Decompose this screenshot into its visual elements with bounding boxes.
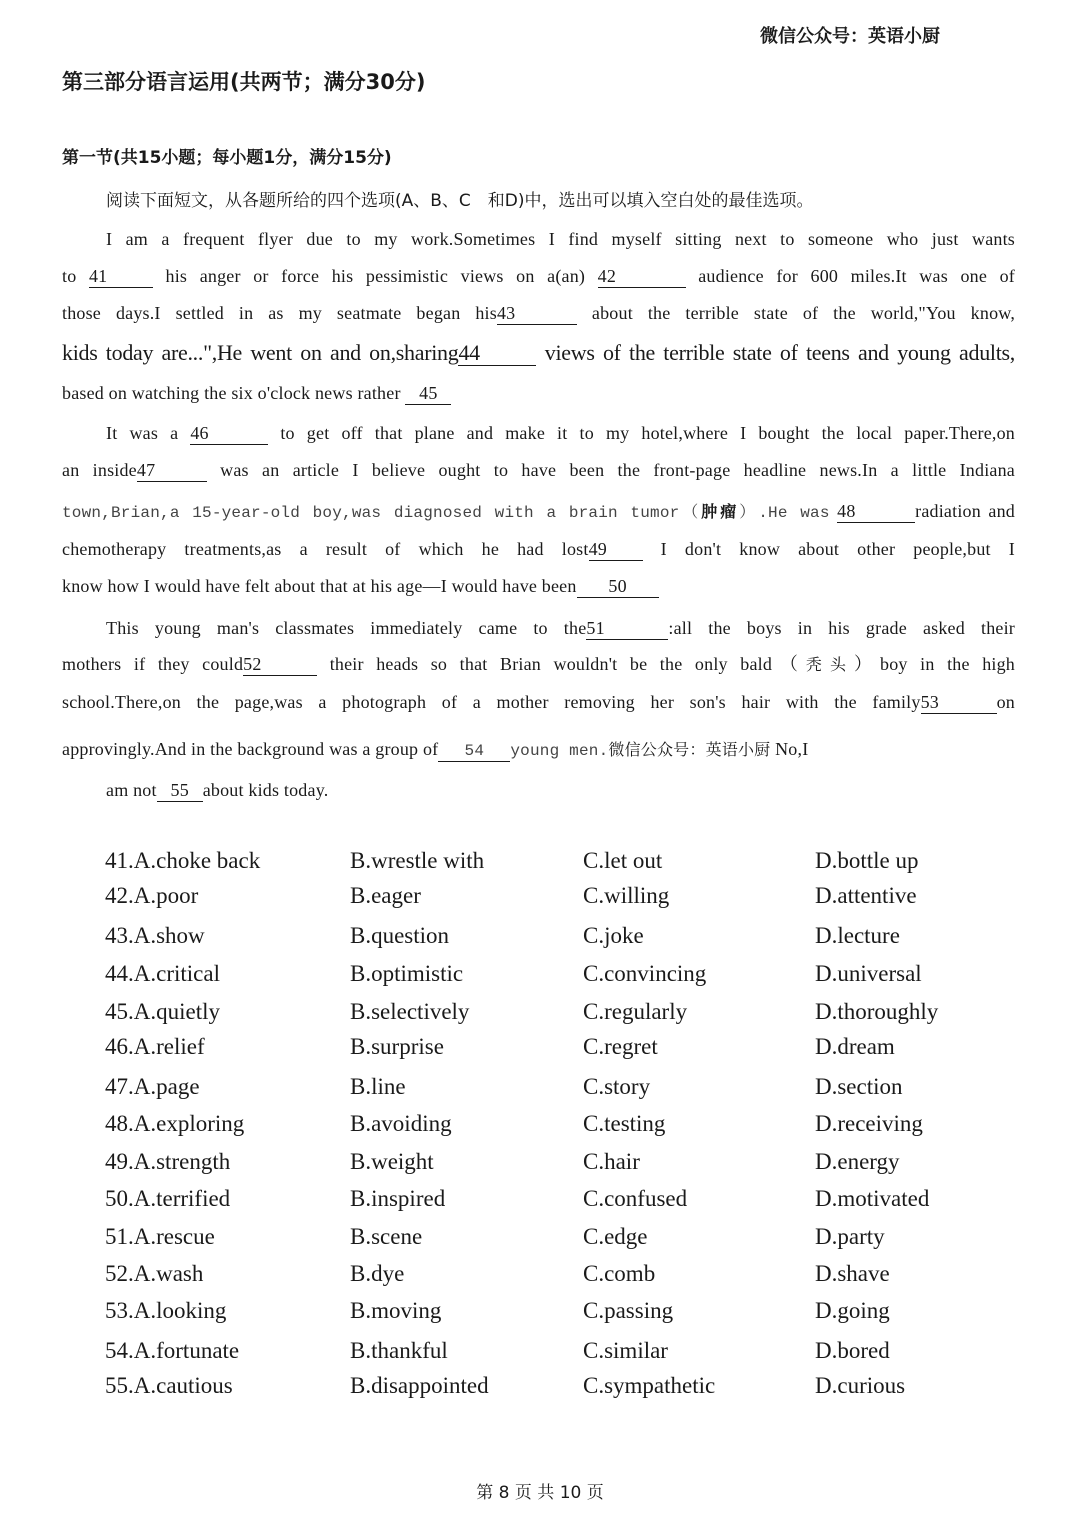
option-44-c: C.convincing bbox=[583, 961, 707, 986]
option-50-c: C.confused bbox=[583, 1186, 688, 1211]
option-54-b: B.thankful bbox=[350, 1338, 448, 1363]
blank-51: 51 bbox=[586, 619, 668, 640]
option-49-a: 49.A.strength bbox=[105, 1149, 231, 1174]
blank-52: 52 bbox=[243, 655, 317, 676]
option-46-b: B.surprise bbox=[350, 1034, 444, 1059]
option-50-d: D.motivated bbox=[815, 1186, 930, 1211]
option-54-a: 54.A.fortunate bbox=[105, 1338, 240, 1363]
option-55-b: B.disappointed bbox=[350, 1373, 489, 1398]
option-46-d: D.dream bbox=[815, 1034, 895, 1059]
passage-line: am not 55 about kids today. bbox=[106, 780, 329, 800]
option-48-a: 48.A.exploring bbox=[105, 1111, 245, 1136]
option-42-d: D.attentive bbox=[815, 883, 917, 908]
blank-41: 41 bbox=[89, 267, 153, 288]
part-title: 第三部分语言运用(共两节；满分30分) bbox=[62, 70, 426, 94]
option-48-d: D.receiving bbox=[815, 1111, 923, 1136]
blank-45: 45 bbox=[405, 384, 451, 405]
option-49-d: D.energy bbox=[815, 1149, 900, 1174]
blank-43: 43 bbox=[497, 304, 577, 325]
option-41-d: D.bottle up bbox=[815, 848, 919, 873]
option-53-c: C.passing bbox=[583, 1298, 674, 1323]
option-51-a: 51.A.rescue bbox=[105, 1224, 215, 1249]
passage-line: to 41 his anger or force his pessimistic views on a(an) 42 audience for 600 miles.It was one of bbox=[62, 266, 1015, 286]
option-51-c: C.edge bbox=[583, 1224, 648, 1249]
option-47-d: D.section bbox=[815, 1074, 903, 1099]
blank-48: 48 bbox=[837, 502, 915, 523]
option-52-b: B.dye bbox=[350, 1261, 405, 1286]
option-54-d: D.bored bbox=[815, 1338, 890, 1363]
blank-53: 53 bbox=[921, 693, 997, 714]
option-50-a: 50.A.terrified bbox=[105, 1186, 231, 1211]
blank-47: 47 bbox=[137, 461, 207, 482]
option-42-a: 42.A.poor bbox=[105, 883, 199, 908]
option-47-a: 47.A.page bbox=[105, 1074, 200, 1099]
option-52-a: 52.A.wash bbox=[105, 1261, 204, 1286]
blank-49: 49 bbox=[589, 540, 643, 561]
option-47-b: B.line bbox=[350, 1074, 406, 1099]
option-50-b: B.inspired bbox=[350, 1186, 446, 1211]
option-44-b: B.optimistic bbox=[350, 961, 464, 986]
option-52-c: C.comb bbox=[583, 1261, 656, 1286]
option-45-b: B.selectively bbox=[350, 999, 470, 1024]
blank-44: 44 bbox=[458, 341, 536, 366]
passage-line: school.There,on the page,was a photograph of a mother removing her son's hair with the family53 on bbox=[62, 692, 1015, 712]
option-49-b: B.weight bbox=[350, 1149, 434, 1174]
blank-42: 42 bbox=[598, 267, 686, 288]
option-55-d: D.curious bbox=[815, 1373, 906, 1398]
option-42-b: B.eager bbox=[350, 883, 421, 908]
option-43-b: B.question bbox=[350, 923, 450, 948]
passage-line: approvingly.And in the background was a group of 54 young men.微信公众号：英语小厨 No,I bbox=[62, 739, 809, 760]
option-45-c: C.regularly bbox=[583, 999, 688, 1024]
option-41-c: C.let out bbox=[583, 848, 663, 873]
option-51-d: D.party bbox=[815, 1224, 885, 1249]
option-51-b: B.scene bbox=[350, 1224, 423, 1249]
option-43-a: 43.A.show bbox=[105, 923, 205, 948]
option-55-c: C.sympathetic bbox=[583, 1373, 716, 1398]
option-53-d: D.going bbox=[815, 1298, 890, 1323]
option-48-b: B.avoiding bbox=[350, 1111, 452, 1136]
option-47-c: C.story bbox=[583, 1074, 651, 1099]
option-53-b: B.moving bbox=[350, 1298, 442, 1323]
option-48-c: C.testing bbox=[583, 1111, 666, 1136]
option-43-c: C.joke bbox=[583, 923, 644, 948]
option-41-b: B.wrestle with bbox=[350, 848, 485, 873]
blank-54: 54 bbox=[438, 743, 510, 762]
option-54-c: C.similar bbox=[583, 1338, 668, 1363]
option-44-a: 44.A.critical bbox=[105, 961, 220, 986]
section-title: 第一节(共15小题；每小题1分，满分15分) bbox=[62, 148, 392, 168]
blank-46: 46 bbox=[190, 424, 268, 445]
blank-50: 50 bbox=[577, 577, 659, 598]
option-41-a: 41.A.choke back bbox=[105, 848, 261, 873]
option-46-c: C.regret bbox=[583, 1034, 658, 1059]
option-55-a: 55.A.cautious bbox=[105, 1373, 233, 1398]
option-43-d: D.lecture bbox=[815, 923, 900, 948]
passage-line: town,Brian,a 15-year-old boy,was diagnosed with a brain tumor（肿瘤）.He was 48 radiation and bbox=[62, 501, 1015, 522]
option-52-d: D.shave bbox=[815, 1261, 890, 1286]
option-49-c: C.hair bbox=[583, 1149, 640, 1174]
option-44-d: D.universal bbox=[815, 961, 922, 986]
option-45-d: D.thoroughly bbox=[815, 999, 939, 1024]
passage-line: This young man's classmates immediately came to the51 :all the boys in his grade asked their bbox=[106, 618, 1015, 638]
blank-55: 55 bbox=[157, 781, 203, 802]
passage-line: know how I would have felt about that at his age—I would have been 50 bbox=[62, 576, 1015, 598]
option-53-a: 53.A.looking bbox=[105, 1298, 227, 1323]
option-46-a: 46.A.relief bbox=[105, 1034, 205, 1059]
option-42-c: C.willing bbox=[583, 883, 670, 908]
passage-line: mothers if they could52 their heads so that Brian wouldn't be the only bald（秃头）boy in the high bbox=[62, 654, 1015, 674]
option-45-a: 45.A.quietly bbox=[105, 999, 220, 1024]
passage-line: those days.I settled in as my seatmate began his43 about the terrible state of the world,"You know, bbox=[62, 303, 1016, 323]
passage-line: I am a frequent flyer due to my work.Sometimes I find myself sitting next to someone who just wants bbox=[106, 229, 1015, 249]
passage-line: It was a 46 to get off that plane and make it to my hotel,where I bought the local paper.There,on bbox=[106, 423, 1015, 443]
passage-line: an inside47 was an article I believe ought to have been the front-page headline news.In a little Indiana bbox=[62, 460, 1015, 480]
page-number: 第 8 页 共 10 页 bbox=[476, 1483, 604, 1503]
passage-line: chemotherapy treatments,as a result of which he had lost49 I don't know about other people,but I bbox=[62, 539, 1015, 559]
instructions: 阅读下面短文，从各题所给的四个选项(A、B、C 和D)中，选出可以填入空白处的最佳选项。 bbox=[106, 191, 814, 211]
passage-line: based on watching the six o'clock news rather 45 bbox=[62, 383, 1015, 405]
passage-line: kids today are...",He went on and on,sharing44 views of the terrible state of teens and young adults, bbox=[62, 340, 1015, 365]
watermark-text: 微信公众号：英语小厨 bbox=[760, 26, 940, 47]
